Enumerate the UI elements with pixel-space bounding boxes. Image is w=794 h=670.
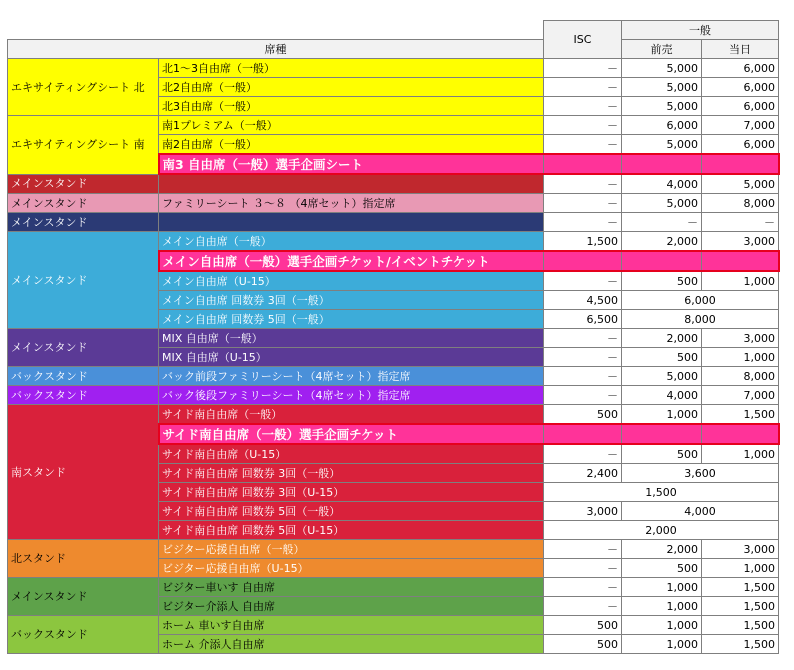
header-row-2 bbox=[8, 40, 779, 59]
highlight-advance bbox=[622, 154, 702, 174]
highlight-advance bbox=[622, 251, 702, 271]
price-same-day: 1,500 bbox=[702, 578, 779, 597]
header-advance: 前売 bbox=[622, 40, 702, 59]
price-same-day: 1,500 bbox=[702, 635, 779, 654]
price-isc: － bbox=[544, 78, 622, 97]
price-same-day: 7,000 bbox=[702, 116, 779, 135]
highlight-isc bbox=[544, 424, 622, 444]
price-isc: 500 bbox=[544, 635, 622, 654]
table-row bbox=[8, 386, 779, 405]
header-blank bbox=[159, 21, 544, 40]
price-isc: － bbox=[544, 597, 622, 616]
price-advance: 5,000 bbox=[622, 194, 702, 213]
price-advance: 1,000 bbox=[622, 616, 702, 635]
seat-name: メイン自由席 回数券 5回（一般） bbox=[159, 310, 544, 329]
seat-name: サイド南自由席（一般） bbox=[159, 405, 544, 425]
seat-name bbox=[159, 213, 544, 232]
price-isc: － bbox=[544, 174, 622, 194]
price-merged-all: 2,000 bbox=[544, 521, 779, 540]
seat-name: サイド南自由席 回数券 3回（一般） bbox=[159, 464, 544, 483]
seat-name: メイン自由席（U-15） bbox=[159, 271, 544, 291]
highlight-same-day bbox=[702, 251, 779, 271]
price-isc: － bbox=[544, 116, 622, 135]
seat-name: ビジター介添人 自由席 bbox=[159, 597, 544, 616]
price-general-merged: 4,000 bbox=[622, 502, 779, 521]
price-same-day: 5,000 bbox=[702, 174, 779, 194]
price-isc: 2,400 bbox=[544, 464, 622, 483]
seat-name: 南2自由席（一般） bbox=[159, 135, 544, 155]
seat-name bbox=[159, 174, 544, 194]
seat-group: バックスタンド bbox=[8, 386, 159, 405]
seat-name: バック前段ファミリーシート（4席セット）指定席 bbox=[159, 367, 544, 386]
seat-name: 北3自由席（一般） bbox=[159, 97, 544, 116]
price-isc: － bbox=[544, 194, 622, 213]
table-row bbox=[8, 59, 779, 78]
seat-name: MIX 自由席（U-15） bbox=[159, 348, 544, 367]
highlight-seat: 南3 自由席（一般）選手企画シート bbox=[159, 154, 544, 174]
price-table-wrapper bbox=[7, 20, 780, 654]
table-row bbox=[8, 329, 779, 348]
price-isc: － bbox=[544, 97, 622, 116]
price-advance: 2,000 bbox=[622, 540, 702, 559]
table-row bbox=[8, 213, 779, 232]
price-isc: 6,500 bbox=[544, 310, 622, 329]
price-advance: 5,000 bbox=[622, 367, 702, 386]
price-same-day: 6,000 bbox=[702, 59, 779, 78]
header-isc: ISC bbox=[544, 21, 622, 59]
seat-group: 南スタンド bbox=[8, 405, 159, 540]
table-row bbox=[8, 578, 779, 597]
seat-name: ビジター車いす 自由席 bbox=[159, 578, 544, 597]
price-same-day: 3,000 bbox=[702, 232, 779, 252]
price-advance: 5,000 bbox=[622, 135, 702, 155]
highlight-isc bbox=[544, 154, 622, 174]
table-row bbox=[8, 616, 779, 635]
price-advance: 5,000 bbox=[622, 97, 702, 116]
price-same-day: 8,000 bbox=[702, 367, 779, 386]
price-same-day: 1,000 bbox=[702, 348, 779, 367]
highlight-seat: サイド南自由席（一般）選手企画チケット bbox=[159, 424, 544, 444]
seat-name: 北1～3自由席（一般） bbox=[159, 59, 544, 78]
seat-name: ホーム 車いす自由席 bbox=[159, 616, 544, 635]
price-isc: － bbox=[544, 386, 622, 405]
price-general-merged: 8,000 bbox=[622, 310, 779, 329]
seat-group: エキサイティングシート 南 bbox=[8, 116, 159, 175]
price-same-day: 6,000 bbox=[702, 97, 779, 116]
price-general-merged: 3,600 bbox=[622, 464, 779, 483]
price-same-day: 7,000 bbox=[702, 386, 779, 405]
price-isc: － bbox=[544, 329, 622, 348]
seat-name: ビジター応援自由席（U-15） bbox=[159, 559, 544, 578]
table-body bbox=[8, 59, 779, 654]
seat-name: ビジター応援自由席（一般） bbox=[159, 540, 544, 559]
seat-name: 南1プレミアム（一般） bbox=[159, 116, 544, 135]
highlight-advance bbox=[622, 424, 702, 444]
price-isc: 1,500 bbox=[544, 232, 622, 252]
price-isc: － bbox=[544, 367, 622, 386]
price-same-day: 1,500 bbox=[702, 597, 779, 616]
price-advance: 1,000 bbox=[622, 578, 702, 597]
price-merged-all: 1,500 bbox=[544, 483, 779, 502]
price-isc: － bbox=[544, 348, 622, 367]
price-advance: 5,000 bbox=[622, 78, 702, 97]
seat-name: MIX 自由席（一般） bbox=[159, 329, 544, 348]
seat-group: メインスタンド bbox=[8, 194, 159, 213]
table-row bbox=[8, 194, 779, 213]
seat-name: 北2自由席（一般） bbox=[159, 78, 544, 97]
price-isc: － bbox=[544, 213, 622, 232]
seat-name: サイド南自由席 回数券 5回（一般） bbox=[159, 502, 544, 521]
seat-name: メイン自由席（一般） bbox=[159, 232, 544, 252]
seat-group: バックスタンド bbox=[8, 616, 159, 654]
price-isc: 500 bbox=[544, 616, 622, 635]
highlight-isc bbox=[544, 251, 622, 271]
seat-group: バックスタンド bbox=[8, 367, 159, 386]
seat-group: 北スタンド bbox=[8, 540, 159, 578]
price-same-day: 3,000 bbox=[702, 540, 779, 559]
highlight-seat: メイン自由席（一般）選手企画チケット/イベントチケット bbox=[159, 251, 544, 271]
price-same-day: 1,000 bbox=[702, 559, 779, 578]
ticket-price-table bbox=[7, 20, 780, 654]
price-isc: 3,000 bbox=[544, 502, 622, 521]
table-row bbox=[8, 232, 779, 252]
price-same-day: 1,000 bbox=[702, 271, 779, 291]
price-same-day: 6,000 bbox=[702, 135, 779, 155]
price-advance: 6,000 bbox=[622, 116, 702, 135]
price-isc: － bbox=[544, 271, 622, 291]
seat-name: バック後段ファミリーシート（4席セット）指定席 bbox=[159, 386, 544, 405]
seat-name: ファミリーシート ３～８ （4席セット）指定席 bbox=[159, 194, 544, 213]
seat-name: ホーム 介添人自由席 bbox=[159, 635, 544, 654]
header-same-day: 当日 bbox=[702, 40, 779, 59]
price-isc: － bbox=[544, 559, 622, 578]
seat-name: サイド南自由席 回数券 3回（U-15） bbox=[159, 483, 544, 502]
price-advance: 2,000 bbox=[622, 232, 702, 252]
price-isc: － bbox=[544, 578, 622, 597]
price-same-day: 3,000 bbox=[702, 329, 779, 348]
table-row bbox=[8, 367, 779, 386]
price-same-day: 1,500 bbox=[702, 405, 779, 425]
header-blank bbox=[8, 21, 159, 40]
header-seat-type: 席種 bbox=[8, 40, 544, 59]
price-same-day: 6,000 bbox=[702, 78, 779, 97]
table-row bbox=[8, 116, 779, 135]
price-advance: 1,000 bbox=[622, 405, 702, 425]
price-advance: 4,000 bbox=[622, 174, 702, 194]
price-advance: 500 bbox=[622, 444, 702, 464]
seat-group: メインスタンド bbox=[8, 578, 159, 616]
price-advance: 500 bbox=[622, 559, 702, 578]
seat-name: サイド南自由席（U-15） bbox=[159, 444, 544, 464]
header-general: 一般 bbox=[622, 21, 779, 40]
price-same-day: 1,000 bbox=[702, 444, 779, 464]
price-advance: 1,000 bbox=[622, 597, 702, 616]
price-same-day: － bbox=[702, 213, 779, 232]
table-row bbox=[8, 405, 779, 425]
table-row bbox=[8, 540, 779, 559]
price-same-day: 8,000 bbox=[702, 194, 779, 213]
price-advance: － bbox=[622, 213, 702, 232]
seat-group: メインスタンド bbox=[8, 232, 159, 329]
highlight-same-day bbox=[702, 154, 779, 174]
price-advance: 1,000 bbox=[622, 635, 702, 654]
price-general-merged: 6,000 bbox=[622, 291, 779, 310]
price-advance: 2,000 bbox=[622, 329, 702, 348]
highlight-same-day bbox=[702, 424, 779, 444]
price-isc: － bbox=[544, 135, 622, 155]
price-advance: 4,000 bbox=[622, 386, 702, 405]
price-isc: 4,500 bbox=[544, 291, 622, 310]
price-isc: － bbox=[544, 59, 622, 78]
seat-name: サイド南自由席 回数券 5回（U-15） bbox=[159, 521, 544, 540]
price-isc: － bbox=[544, 540, 622, 559]
price-advance: 5,000 bbox=[622, 59, 702, 78]
price-isc: 500 bbox=[544, 405, 622, 425]
table-row bbox=[8, 174, 779, 194]
price-advance: 500 bbox=[622, 348, 702, 367]
price-same-day: 1,500 bbox=[702, 616, 779, 635]
price-advance: 500 bbox=[622, 271, 702, 291]
price-isc: － bbox=[544, 444, 622, 464]
seat-group: メインスタンド bbox=[8, 174, 159, 194]
header-row-1 bbox=[8, 21, 779, 40]
seat-group: メインスタンド bbox=[8, 213, 159, 232]
seat-name: メイン自由席 回数券 3回（一般） bbox=[159, 291, 544, 310]
seat-group: メインスタンド bbox=[8, 329, 159, 367]
seat-group: エキサイティングシート 北 bbox=[8, 59, 159, 116]
